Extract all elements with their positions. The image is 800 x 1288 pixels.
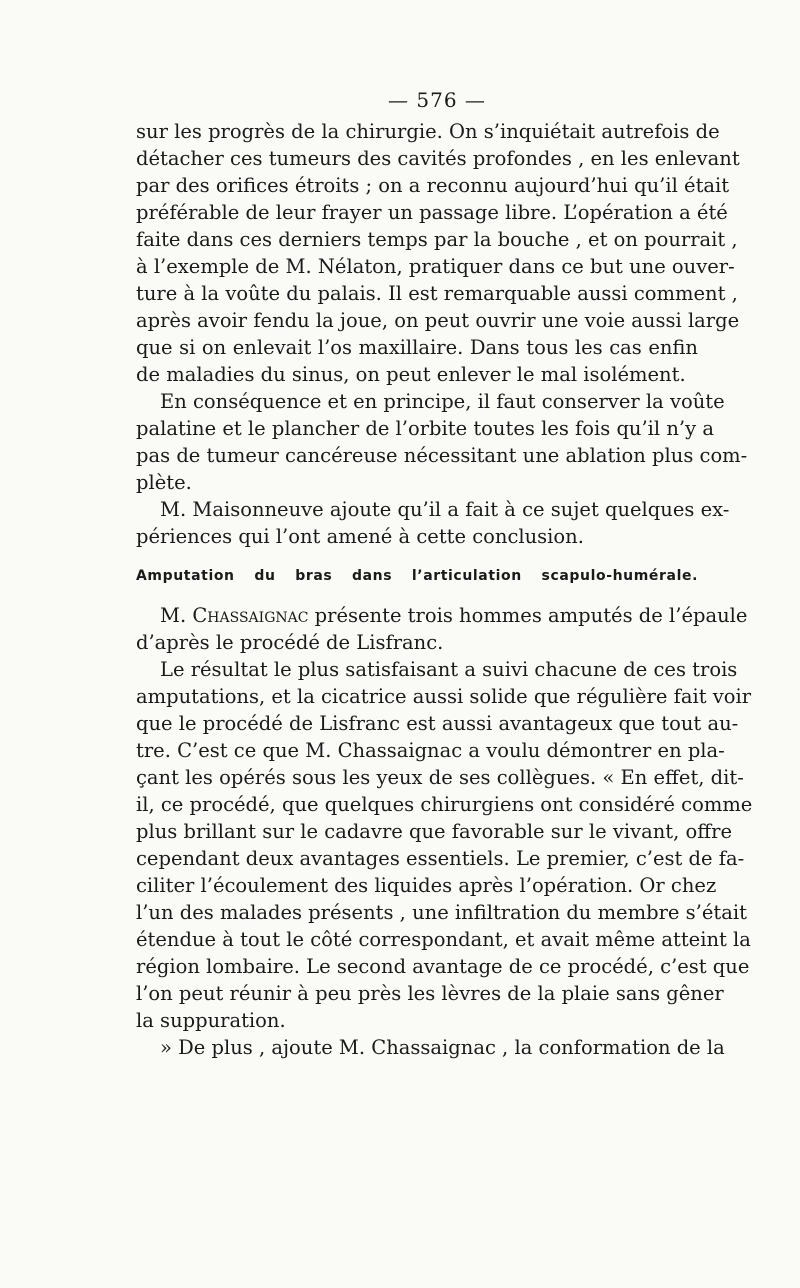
text-line: périences qui l’ont amené à cette conclusion.	[136, 525, 584, 548]
text-line: l’un des malades présents , une infiltration du membre s’était	[136, 901, 747, 924]
paragraph	[136, 496, 730, 550]
text-line: après avoir fendu la joue, on peut ouvrir une voie aussi large	[136, 309, 740, 332]
surname-small-caps: Chassaignac	[192, 604, 309, 627]
text-line: la suppuration.	[136, 1009, 286, 1032]
text-line: à l’exemple de M. Nélaton, pratiquer dans ce but une ouver-	[136, 255, 735, 278]
paragraph	[136, 118, 740, 388]
text-line: tre. C’est ce que M. Chassaignac a voulu démontrer en pla-	[136, 739, 725, 762]
paragraph	[136, 602, 748, 656]
text-line: ture à la voûte du palais. Il est remarquable aussi comment ,	[136, 282, 738, 305]
text-line: que le procédé de Lisfranc est aussi avantageux que tout au-	[136, 712, 739, 735]
text-fragment: M.	[160, 604, 187, 627]
text-line: çant les opérés sous les yeux de ses collègues. « En effet, dit-	[136, 766, 744, 789]
text-line: faite dans ces derniers temps par la bouche , et on pourrait ,	[136, 228, 738, 251]
text-line: de maladies du sinus, on peut enlever le mal isolément.	[136, 363, 686, 386]
text-line: ciliter l’écoulement des liquides après l’opération. Or chez	[136, 874, 717, 897]
section-heading: Amputation du bras dans l’articulation scapulo-humérale.	[136, 568, 698, 584]
text-line: que si on enlevait l’os maxillaire. Dans tous les cas enfin	[136, 336, 698, 359]
text-line: étendue à tout le côté correspondant, et avait même atteint la	[136, 928, 751, 951]
text-line: amputations, et la cicatrice aussi solide que régulière fait voir	[136, 685, 752, 708]
text-line: il, ce procédé, que quelques chirurgiens ont considéré comme	[136, 793, 753, 816]
text-line	[136, 602, 748, 629]
text-line: préférable de leur frayer un passage libre. L’opération a été	[136, 201, 728, 224]
text-line: plus brillant sur le cadavre que favorable sur le vivant, offre	[136, 820, 732, 843]
page-number: — 576 —	[388, 88, 486, 112]
text-line: l’on peut réunir à peu près les lèvres de la plaie sans gêner	[136, 982, 724, 1005]
text-line: sur les progrès de la chirurgie. On s’inquiétait autrefois de	[136, 120, 720, 143]
text-line: plète.	[136, 471, 192, 494]
text-fragment: présente trois hommes amputés de l’épaule	[314, 604, 748, 627]
book-page	[136, 88, 753, 1061]
text-line: d’après le procédé de Lisfranc.	[136, 631, 444, 654]
text-line: » De plus , ajoute M. Chassaignac , la conformation de la	[160, 1036, 725, 1059]
text-line: En conséquence et en principe, il faut conserver la voûte	[160, 390, 725, 413]
text-line: détacher ces tumeurs des cavités profondes , en les enlevant	[136, 147, 740, 170]
text-line: pas de tumeur cancéreuse nécessitant une ablation plus com-	[136, 444, 748, 467]
text-line: palatine et le plancher de l’orbite toutes les fois qu’il n’y a	[136, 417, 714, 440]
text-line: région lombaire. Le second avantage de ce procédé, c’est que	[136, 955, 750, 978]
paragraph	[136, 388, 748, 496]
text-line: M. Maisonneuve ajoute qu’il a fait à ce sujet quelques ex-	[160, 498, 730, 521]
text-line: Le résultat le plus satisfaisant a suivi chacune de ces trois	[160, 658, 738, 681]
text-line: par des orifices étroits ; on a reconnu aujourd’hui qu’il était	[136, 174, 730, 197]
text-line: cependant deux avantages essentiels. Le premier, c’est de fa-	[136, 847, 745, 870]
paragraph	[136, 656, 753, 1034]
paragraph	[136, 1034, 725, 1061]
